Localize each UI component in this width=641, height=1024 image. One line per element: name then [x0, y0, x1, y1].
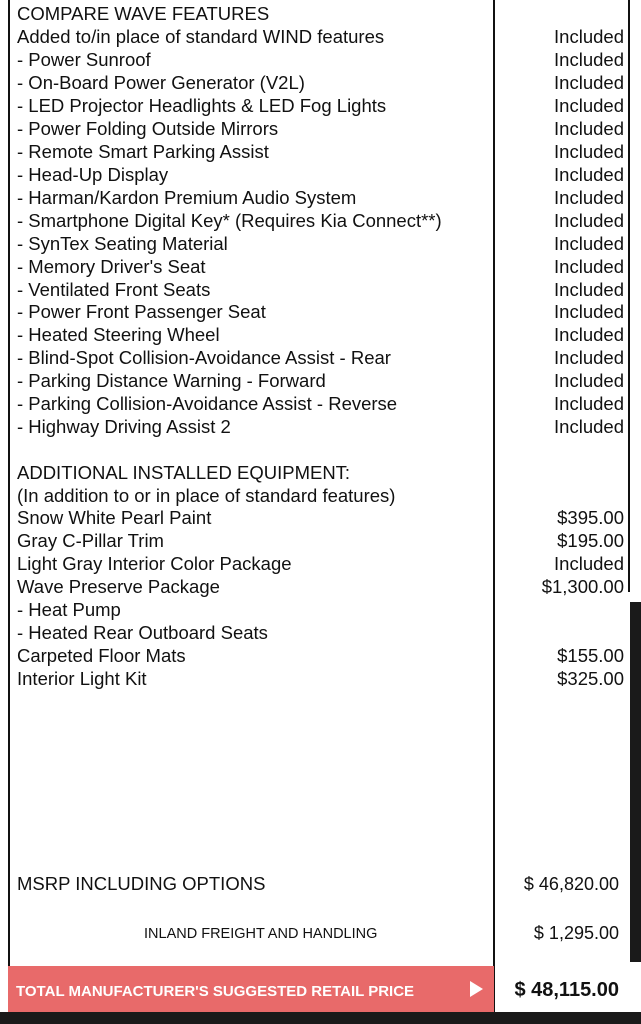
- feature-row-value: Included: [554, 370, 624, 392]
- equipment-row-label: - Heated Rear Outboard Seats: [17, 621, 268, 643]
- equipment-row-label: Gray C-Pillar Trim: [17, 529, 164, 551]
- left-border-line: [8, 0, 10, 1012]
- features-subtitle: Added to/in place of standard WIND features: [17, 26, 385, 47]
- equipment-row-label: Light Gray Interior Color Package: [17, 552, 292, 574]
- feature-row-label: - Parking Collision-Avoidance Assist - Reverse: [17, 393, 398, 415]
- bottom-rule: [0, 1012, 641, 1024]
- feature-row-value: Included: [554, 393, 624, 415]
- play-arrow-icon: [470, 981, 483, 997]
- feature-row-value: Included: [554, 416, 624, 438]
- feature-row-label: - Power Front Passenger Seat: [17, 301, 266, 323]
- feature-row-label: - Ventilated Front Seats: [17, 278, 211, 300]
- feature-row-value: Included: [554, 49, 624, 70]
- feature-row-value: Included: [554, 186, 624, 208]
- feature-row-label: - Power Sunroof: [17, 49, 151, 70]
- column-divider-line: [493, 0, 495, 1012]
- equipment-row-value: $155.00: [557, 644, 624, 666]
- equipment-row-value: $395.00: [557, 507, 624, 528]
- equipment-row-label: Snow White Pearl Paint: [17, 507, 212, 528]
- total-price-value: $ 48,115.00: [514, 979, 619, 1001]
- feature-row-label: - Parking Distance Warning - Forward: [17, 370, 326, 392]
- feature-row-value: Included: [554, 140, 624, 162]
- feature-row-label: - SynTex Seating Material: [17, 232, 228, 254]
- feature-row-label: - Remote Smart Parking Assist: [17, 140, 269, 162]
- equipment-row-label: - Heat Pump: [17, 598, 121, 620]
- feature-row-value: Included: [554, 255, 624, 277]
- feature-row-label: - On-Board Power Generator (V2L): [17, 71, 305, 93]
- equipment-row-label: Carpeted Floor Mats: [17, 644, 186, 666]
- equipment-row-value: $325.00: [557, 667, 624, 689]
- feature-row-value: Included: [554, 324, 624, 346]
- feature-row-value: Included: [554, 278, 624, 300]
- feature-row-label: - Head-Up Display: [17, 163, 169, 185]
- feature-row-label: - Power Folding Outside Mirrors: [17, 117, 279, 139]
- additional-subtitle: (In addition to or in place of standard features): [17, 485, 396, 506]
- equipment-row-value: $195.00: [557, 529, 624, 551]
- freight-label: INLAND FREIGHT AND HANDLING: [144, 926, 378, 942]
- feature-row-value: Included: [554, 71, 624, 93]
- additional-title: ADDITIONAL INSTALLED EQUIPMENT:: [17, 462, 351, 483]
- feature-row-label: - Heated Steering Wheel: [17, 324, 220, 346]
- equipment-row-value: $1,300.00: [541, 575, 624, 597]
- feature-row-label: - Harman/Kardon Premium Audio System: [17, 186, 357, 208]
- feature-row-value: Included: [554, 209, 624, 231]
- feature-row-label: - Memory Driver's Seat: [17, 255, 206, 277]
- equipment-row-value: Included: [554, 552, 624, 574]
- feature-row-label: - LED Projector Headlights & LED Fog Lights: [17, 94, 387, 116]
- msrp-value: $ 46,820.00: [523, 874, 619, 894]
- equipment-row-label: Interior Light Kit: [17, 667, 147, 689]
- feature-row-value: Included: [554, 232, 624, 254]
- feature-row-value: Included: [554, 117, 624, 139]
- total-price-label: TOTAL MANUFACTURER'S SUGGESTED RETAIL PRICE: [16, 983, 415, 1000]
- right-edge-shadow: [630, 602, 641, 962]
- features-subtitle-value: Included: [554, 26, 624, 47]
- freight-value: $ 1,295.00: [533, 923, 619, 943]
- feature-row-value: Included: [554, 163, 624, 185]
- feature-row-label: - Smartphone Digital Key* (Requires Kia Connect**): [17, 209, 442, 231]
- right-border-line: [628, 0, 630, 592]
- feature-row-label: - Highway Driving Assist 2: [17, 416, 231, 438]
- feature-row-value: Included: [554, 301, 624, 323]
- msrp-label: MSRP INCLUDING OPTIONS: [17, 873, 266, 894]
- feature-row-label: - Blind-Spot Collision-Avoidance Assist - Rear: [17, 347, 391, 369]
- features-title: COMPARE WAVE FEATURES: [17, 3, 270, 24]
- equipment-row-label: Wave Preserve Package: [17, 575, 220, 597]
- feature-row-value: Included: [554, 347, 624, 369]
- feature-row-value: Included: [554, 94, 624, 116]
